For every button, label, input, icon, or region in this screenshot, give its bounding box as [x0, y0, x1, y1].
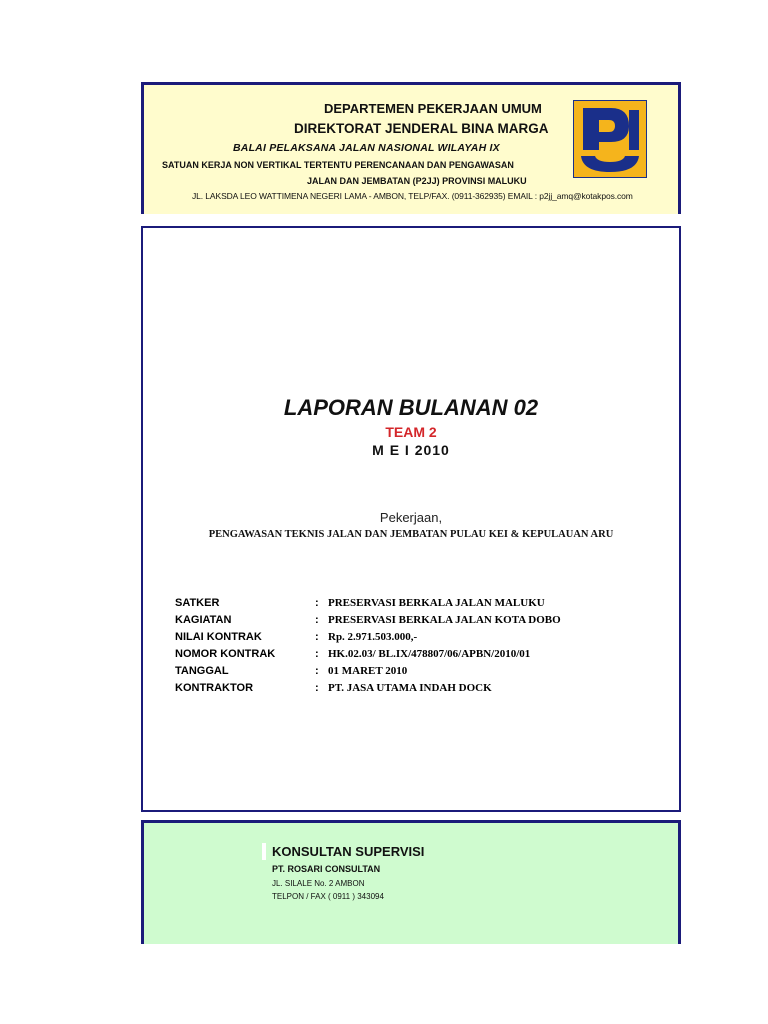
detail-colon: :	[315, 682, 319, 694]
report-cover	[141, 226, 681, 812]
detail-value: Rp. 2.971.503.000,-	[328, 631, 418, 643]
consultant-heading: KONSULTAN SUPERVISI	[272, 844, 425, 859]
consultant-phone: TELPON / FAX ( 0911 ) 343094	[272, 892, 384, 901]
detail-colon: :	[315, 614, 319, 626]
detail-label: KONTRAKTOR	[175, 682, 254, 694]
detail-value: 01 MARET 2010	[328, 665, 408, 677]
pu-logo-icon	[573, 100, 647, 178]
address-line: JL. LAKSDA LEO WATTIMENA NEGERI LAMA - AMBON, TELP/FAX. (0911-362935) EMAIL : p2jj_amq@kotakpos.com	[192, 191, 633, 201]
satuan-kerja-line: SATUAN KERJA NON VERTIKAL TERTENTU PERENCANAAN DAN PENGAWASAN	[162, 160, 514, 170]
report-month: M E I 2010	[372, 442, 450, 458]
consultant-address: JL. SILALE No. 2 AMBON	[272, 879, 365, 888]
work-label: Pekerjaan,	[379, 510, 443, 525]
consultant-box	[141, 820, 681, 944]
detail-colon: :	[315, 665, 319, 677]
team-label: TEAM 2	[385, 424, 437, 440]
letterhead	[141, 82, 681, 214]
detail-label: TANGGAL	[175, 665, 229, 677]
detail-colon: :	[315, 597, 319, 609]
report-title: LAPORAN BULANAN 02	[283, 395, 539, 420]
detail-label: NILAI KONTRAK	[175, 631, 262, 643]
consultant-name: PT. ROSARI CONSULTAN	[272, 864, 381, 874]
heading-marker	[262, 843, 266, 860]
directorate-name: DIREKTORAT JENDERAL BINA MARGA	[294, 121, 549, 136]
department-name: DEPARTEMEN PEKERJAAN UMUM	[324, 101, 542, 116]
detail-value: PRESERVASI BERKALA JALAN MALUKU	[328, 597, 545, 609]
detail-colon: :	[315, 631, 319, 643]
detail-label: SATKER	[175, 597, 220, 609]
detail-value: PT. JASA UTAMA INDAH DOCK	[328, 682, 492, 694]
detail-value: PRESERVASI BERKALA JALAN KOTA DOBO	[328, 614, 561, 626]
detail-colon: :	[315, 648, 319, 660]
satuan-kerja-line-2: JALAN DAN JEMBATAN (P2JJ) PROVINSI MALUKU	[307, 176, 527, 186]
detail-label: KAGIATAN	[175, 614, 232, 626]
balai-name: BALAI PELAKSANA JALAN NASIONAL WILAYAH IX	[233, 142, 500, 154]
detail-value: HK.02.03/ BL.IX/478807/06/APBN/2010/01	[328, 648, 531, 660]
project-name: PENGAWASAN TEKNIS JALAN DAN JEMBATAN PULAU KEI & KEPULAUAN ARU	[208, 529, 614, 540]
detail-label: NOMOR KONTRAK	[175, 648, 276, 660]
